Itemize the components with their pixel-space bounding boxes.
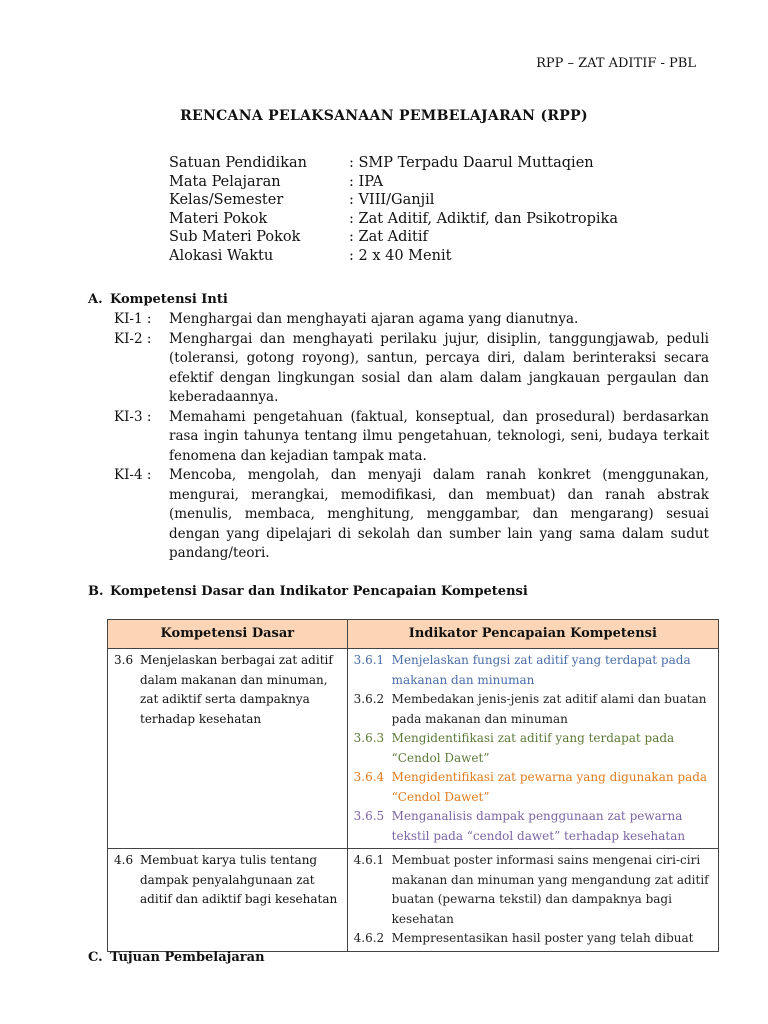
meta-label: Satuan Pendidikan <box>169 155 307 171</box>
meta-row <box>169 247 618 266</box>
kd-number: 4.6 <box>114 853 134 867</box>
meta-value: : IPA <box>349 173 384 190</box>
section-title: Kompetensi Inti <box>110 292 228 307</box>
meta-row <box>169 191 618 210</box>
section-a-heading <box>88 292 228 307</box>
indicator-text: Menjelaskan fungsi zat aditif yang terdapat pada makanan dan minuman <box>391 653 691 687</box>
indicator-item <box>354 768 713 807</box>
indicator-item <box>354 690 713 729</box>
indicator-text: Mempresentasikan hasil poster yang telah dibuat <box>391 931 694 945</box>
indicator-item <box>354 807 713 846</box>
indicator-number: 3.6.4 <box>353 770 385 784</box>
ki-code: KI-2 : <box>114 330 152 347</box>
meta-label: Kelas/Semester <box>169 192 284 208</box>
section-c-heading <box>88 950 265 965</box>
ki-text: Mencoba, mengolah, dan menyaji dalam ranah konkret (menggunakan, mengurai, merangkai, memodifikasi, dan membuat) dan ranah abstrak (menulis, membaca, menghitung, menggambar, dan mengarang) sesuai dengan yang dipelajari di sekolah dan sumber lain yang sama dalam sudut pandang/teori. <box>169 467 709 561</box>
section-title: Kompetensi Dasar dan Indikator Pencapaian Kompetensi <box>110 584 528 599</box>
meta-label: Mata Pelajaran <box>169 173 281 190</box>
meta-value: : VIII/Ganjil <box>349 192 435 208</box>
kd-cell <box>108 849 348 952</box>
indicator-item <box>354 729 713 768</box>
section-letter: B. <box>88 584 104 599</box>
indicator-number: 3.6.2 <box>353 692 385 706</box>
indicator-text: Mengidentifikasi zat aditif yang terdapat pada “Cendol Dawet” <box>391 731 675 765</box>
kd-text: Membuat karya tulis tentang dampak penyalahgunaan zat aditif dan adiktif bagi kesehatan <box>140 853 338 906</box>
section-letter: A. <box>88 292 103 307</box>
indicator-text: Membedakan jenis-jenis zat aditif alami dan buatan pada makanan dan minuman <box>391 692 707 726</box>
ki-item <box>114 408 709 467</box>
indicator-cell <box>347 649 718 849</box>
section-b-heading <box>88 584 528 599</box>
table-header-row <box>108 620 719 649</box>
table-row <box>108 849 719 952</box>
ki-code: KI-1 : <box>114 311 152 327</box>
indicator-item <box>354 851 713 929</box>
meta-label: Materi Pokok <box>169 210 268 227</box>
ki-code: KI-3 : <box>114 408 152 425</box>
competency-table <box>107 619 719 952</box>
meta-row <box>169 228 618 247</box>
meta-row <box>169 154 618 173</box>
ki-list <box>114 310 709 564</box>
ki-code: KI-4 : <box>114 467 152 483</box>
kd-number: 3.6 <box>114 653 134 667</box>
meta-row <box>169 173 618 192</box>
header-indikator: Indikator Pencapaian Kompetensi <box>347 620 718 649</box>
table-row <box>108 649 719 849</box>
meta-value: : 2 x 40 Menit <box>349 247 452 264</box>
ki-text: Memahami pengetahuan (faktual, konseptual, dan prosedural) berdasarkan rasa ingin tahunya tentang ilmu pengetahuan, teknologi, seni, budaya terkait fenomena dan kejadian tampak mata. <box>169 408 709 464</box>
ki-item <box>114 330 709 408</box>
indicator-number: 3.6.5 <box>353 809 385 823</box>
meta-label: Sub Materi Pokok <box>169 229 301 245</box>
meta-value: : Zat Aditif, Adiktif, dan Psikotropika <box>349 210 618 227</box>
ki-item <box>114 466 709 564</box>
meta-row <box>169 210 618 229</box>
indicator-text: Menganalisis dampak penggunaan zat pewarna tekstil pada “cendol dawet” terhadap kesehatan <box>391 809 686 843</box>
ki-item <box>114 310 709 330</box>
indicator-cell <box>347 849 718 952</box>
indicator-text: Mengidentifikasi zat pewarna yang digunakan pada “Cendol Dawet” <box>391 770 708 804</box>
document-title: RENCANA PELAKSANAAN PEMBELAJARAN (RPP) <box>180 108 588 124</box>
meta-value: : SMP Terpadu Daarul Muttaqien <box>349 155 594 171</box>
ki-text: Menghargai dan menghayati perilaku jujur, disiplin, tanggungjawab, peduli (toleransi, gotong royong), santun, percaya diri, dalam berinteraksi secara efektif dengan lingkungan sosial dan alam dalam jangkauan pergaulan dan keberadaannya. <box>169 330 709 405</box>
header-label: RPP – ZAT ADITIF - PBL <box>536 56 696 71</box>
indicator-item <box>354 651 713 690</box>
section-letter: C. <box>88 950 103 965</box>
ki-text: Menghargai dan menghayati ajaran agama yang dianutnya. <box>169 311 579 327</box>
indicator-item <box>354 929 713 949</box>
indicator-number: 3.6.3 <box>353 731 385 745</box>
identity-block <box>169 154 618 265</box>
indicator-number: 4.6.1 <box>353 853 385 867</box>
header-kompetensi-dasar: Kompetensi Dasar <box>108 620 348 649</box>
kd-text: Menjelaskan berbagai zat aditif dalam makanan dan minuman, zat adiktif serta dampaknya terhadap kesehatan <box>140 653 333 726</box>
indicator-text: Membuat poster informasi sains mengenai ciri-ciri makanan dan minuman yang mengandung zat aditif buatan (pewarna tekstil) dan dampaknya bagi kesehatan <box>391 853 709 926</box>
meta-label: Alokasi Waktu <box>169 247 274 264</box>
section-title: Tujuan Pembelajaran <box>110 950 265 965</box>
indicator-number: 4.6.2 <box>353 931 385 945</box>
indicator-number: 3.6.1 <box>353 653 385 667</box>
kd-cell <box>108 649 348 849</box>
meta-value: : Zat Aditif <box>349 229 428 245</box>
